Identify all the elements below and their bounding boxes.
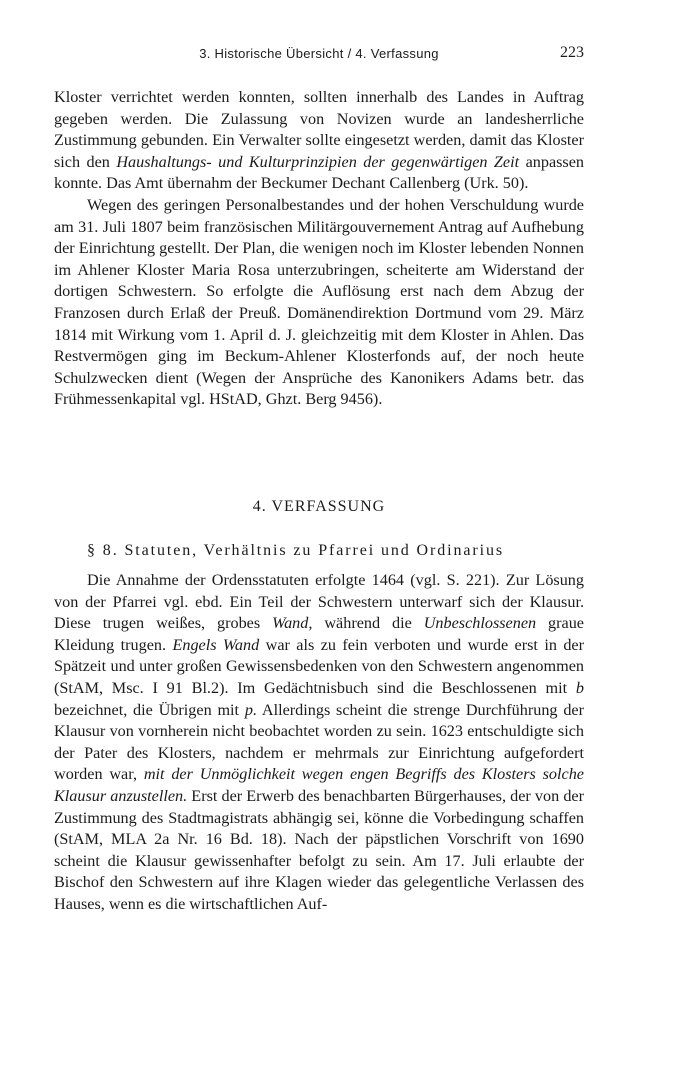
page-number: 223 [560,44,584,61]
text-run: Allerdings scheint die strenge Durchführung der Klausur von vornherein nicht beobachtet worden zu sein. 1623 entschuldigte sich der Pater des Klosters, nachdem er mehrmals zur Einrichtung aufgefordert worden war, [54,700,584,784]
italic-run: Wand, [272,614,313,633]
running-head [54,44,584,66]
italic-run: Engels Wand [172,635,260,654]
text-run: Kloster verrichtet werden konnten, sollten innerhalb des Landes in Auftrag gegeben werden. Die Zulassung von Novizen wurde an landesherrliche Zustimmung gebunden. Ein Verwalter sollte eingesetzt werden, damit das Kloster sich den [54,88,584,171]
paragraph [54,87,584,195]
text-run: Die Annahme der Ordensstatuten erfolgte 1464 (vgl. S. 221). Zur Lösung von der Pfarrei vgl. ebd. Ein Teil der Schwestern unterwarf sich der Klausur. Diese trugen weißes, grobes [54,571,584,633]
text-run: bezeichnet, die Übrigen mit [54,700,245,719]
paragraph [54,570,584,916]
body-text-bottom [54,570,584,916]
italic-run: Unbeschlossenen [423,614,537,633]
paragraph: Wegen des geringen Personalbestandes und der hohen Verschuldung wurde am 31. Juli 1807 beim französischen Militärgouvernement Antrag auf Aufhebung der Einrichtung gestellt. Der Plan, die wenigen noch im Kloster lebenden Nonnen im Ahlener Kloster Maria Rosa unterzubringen, scheiterte am Widerstand der dortigen Schwestern. So erfolgte die Auflösung erst nach dem Abzug der Franzosen durch Erlaß der Preuß. Domänendirektion Dortmund vom 29. März 1814 mit Wirkung vom 1. April d. J. gleichzeitig mit dem Kloster in Ahlen. Das Restvermögen ging im Beckum-Ahlener Klosterfonds auf, der noch heute Schulzwecken dient (Wegen der Ansprüche des Kanonikers Adams betr. das Frühmessenkapital vgl. HStAD, Ghzt. Berg 9456). [54,195,584,409]
italic-run: Haushaltungs- und Kulturprinzipien der gegenwärtigen Zeit [116,152,520,171]
italic-run: b [575,678,584,697]
section-heading: 4. VERFASSUNG [252,498,386,515]
text-run: anpassen konnte. Das Amt übernahm der Beckumer Dechant Callenberg (Urk. 50). [54,152,585,193]
text-run: Erst der Erwerb des benachbarten Bürgerhauses, der von der Zustimmung des Stadtmagistrats abhängig sei, könne die Vorbedingung schaffen (StAM, MLA 2a Nr. 16 Bd. 18). Nach der päpstlichen Vorschrift von 1690 scheint die Klausur gewissenhafter befolgt zu sein. Am 17. Juli erlaubte der Bischof den Schwestern auf ihre Klagen wieder das gelegentliche Verlassen des Hauses, wenn es die wirtschaftlichen Auf- [54,786,584,913]
text-run: während die [312,614,424,633]
text-run: graue Kleidung trugen. [54,614,584,654]
text-run: war als zu fein verboten und wurde erst in der Spätzeit und unter großen Gewissensbedenken von den Schwestern angenommen (StAM, Msc. I 91 Bl.2). Im Gedächtnisbuch sind die Beschlossenen mit [54,635,584,697]
italic-run: p. [244,700,257,719]
paragraph-heading: § 8. Statuten, Verhältnis zu Pfarrei und Ordinarius [87,542,504,559]
running-head-title: 3. Historische Übersicht / 4. Verfassung [199,46,439,61]
italic-run: mit der Unmöglichkeit wegen engen Begriffs des Klosters solche Klausur anzustellen. [54,765,584,805]
body-text-top [54,87,584,411]
